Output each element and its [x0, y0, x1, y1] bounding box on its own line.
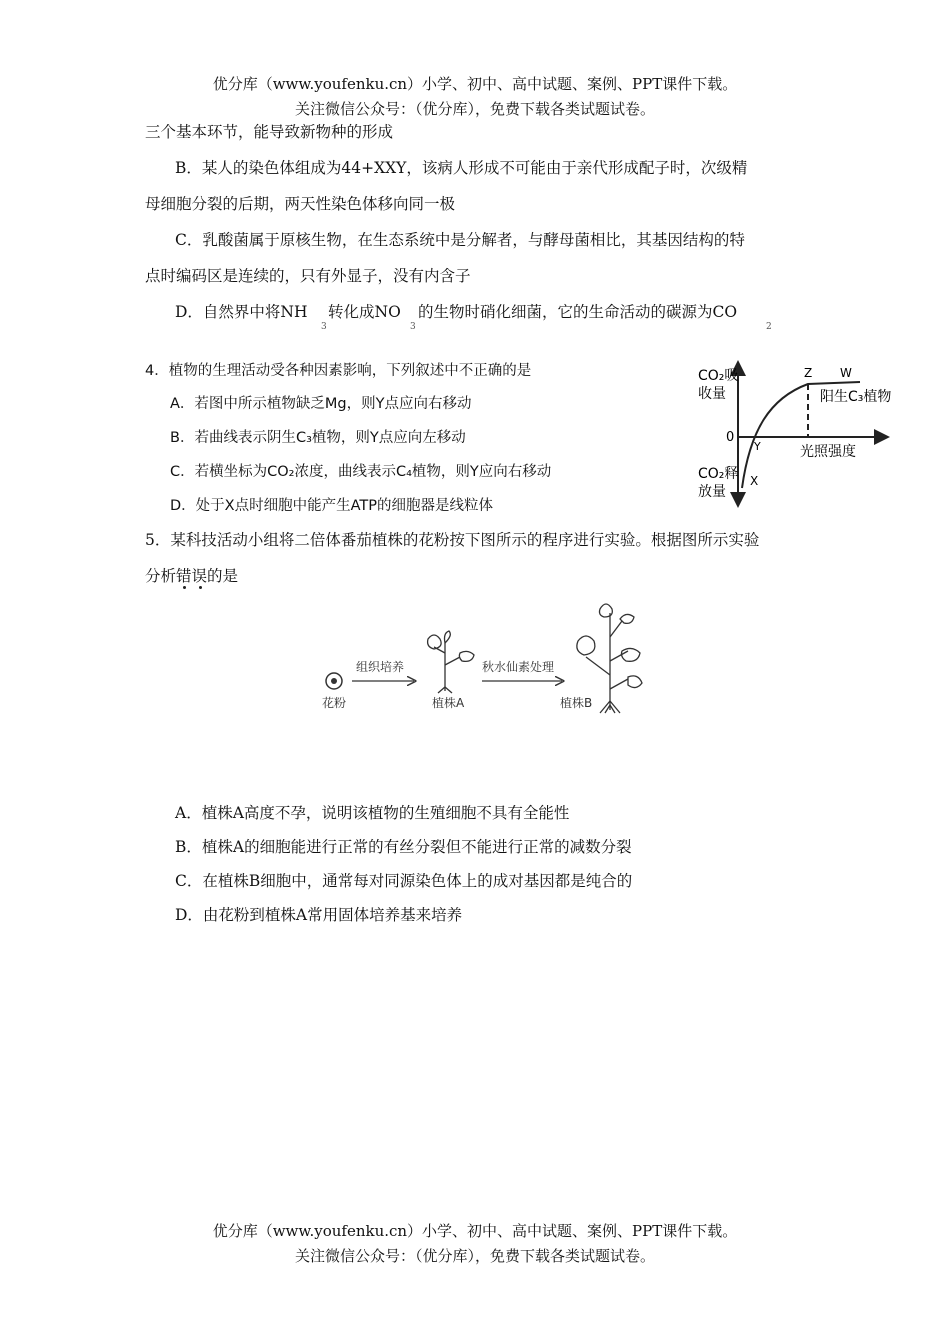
q5-pollen-culture-diagram [310, 595, 660, 720]
q3-option-c-line1: C．乳酸菌属于原核生物，在生态系统中是分解者，与酵母菌相比，其基因结构的特 [175, 231, 745, 249]
graph-point-x: X [750, 474, 759, 488]
graph-y-bottom-label-2: 放量 [698, 484, 726, 500]
diagram-step-1-label: 组织培养 [356, 660, 405, 674]
graph-y-top-label-1: CO₂吸 [698, 368, 739, 384]
page-header-line1: 优分库（www.youfenku.cn）小学、初中、高中试题、案例、PPT课件下载。 [212, 75, 738, 93]
diagram-step-2-label: 秋水仙素处理 [482, 660, 555, 674]
q4-option-b: B．若曲线表示阴生C₃植物，则Y点应向左移动 [170, 430, 466, 446]
page-footer-line2: 关注微信公众号：（优分库），免费下载各类试题试卷。 [294, 1247, 655, 1265]
q3-option-b-line1: B．某人的染色体组成为44+XXY，该病人形成不可能由于亲代形成配子时，次级精 [175, 159, 748, 177]
pollen-icon [326, 673, 342, 689]
diagram-label-pollen: 花粉 [322, 696, 347, 710]
diagram-label-plant-a: 植株A [432, 696, 465, 710]
q5-option-c: C．在植株B细胞中，通常每对同源染色体上的成对基因都是纯合的 [175, 872, 633, 890]
q3-subscript-no3: 3 [410, 322, 416, 332]
graph-point-w: W [840, 366, 852, 380]
q4-photosynthesis-graph [690, 360, 910, 510]
q5-emphasis-dots [183, 586, 213, 592]
q5-stem-line1: 5．某科技活动小组将二倍体番茄植株的花粉按下图所示的程序进行实验。根据图所示实验 [145, 531, 760, 549]
graph-y-top-label-2: 收量 [698, 386, 726, 402]
q5-option-b: B．植株A的细胞能进行正常的有丝分裂但不能进行正常的减数分裂 [175, 838, 632, 856]
q3-option-d-part2: 转化成NO [328, 303, 401, 321]
q4-option-c: C．若横坐标为CO₂浓度，曲线表示C₄植物，则Y应向右移动 [170, 464, 552, 480]
q3-option-d-part1: D．自然界中将NH [175, 303, 308, 321]
q3-option-c-line2: 点时编码区是连续的，只有外显子，没有内含子 [145, 267, 471, 285]
graph-curve-label: 阳生C₃植物 [820, 389, 892, 405]
page-header-line2: 关注微信公众号：（优分库），免费下载各类试题试卷。 [294, 100, 655, 118]
graph-y-bottom-label-1: CO₂释 [698, 466, 739, 482]
q4-option-a: A．若图中所示植物缺乏Mg，则Y点应向右移动 [170, 396, 472, 412]
q3-option-b-line2: 母细胞分裂的后期，两天性染色体移向同一极 [145, 195, 456, 213]
q3-subscript-co2: 2 [766, 322, 772, 332]
graph-origin-label: 0 [726, 430, 735, 445]
diagram-label-plant-b: 植株B [560, 696, 593, 710]
q4-option-d: D．处于X点时细胞中能产生ATP的细胞器是线粒体 [170, 498, 493, 514]
q3-option-d-part3: 的生物时硝化细菌，它的生命活动的碳源为CO [418, 303, 738, 321]
q5-option-a: A．植株A高度不孕，说明该植物的生殖细胞不具有全能性 [175, 804, 570, 822]
q5-option-d: D．由花粉到植株A常用固体培养基来培养 [175, 906, 463, 924]
page-footer-line1: 优分库（www.youfenku.cn）小学、初中、高中试题、案例、PPT课件下载。 [212, 1222, 738, 1240]
q4-stem: 4．植物的生理活动受各种因素影响，下列叙述中不正确的是 [145, 363, 532, 379]
q3-subscript-nh3: 3 [321, 322, 327, 332]
q5-stem-line2: 分析错误的是 [145, 567, 239, 585]
graph-point-z: Z [804, 366, 813, 380]
graph-x-axis-label: 光照强度 [800, 444, 856, 460]
graph-point-y: Y [754, 440, 761, 453]
plant-a-icon [428, 631, 474, 693]
q3-continuation: 三个基本环节，能导致新物种的形成 [145, 123, 394, 141]
